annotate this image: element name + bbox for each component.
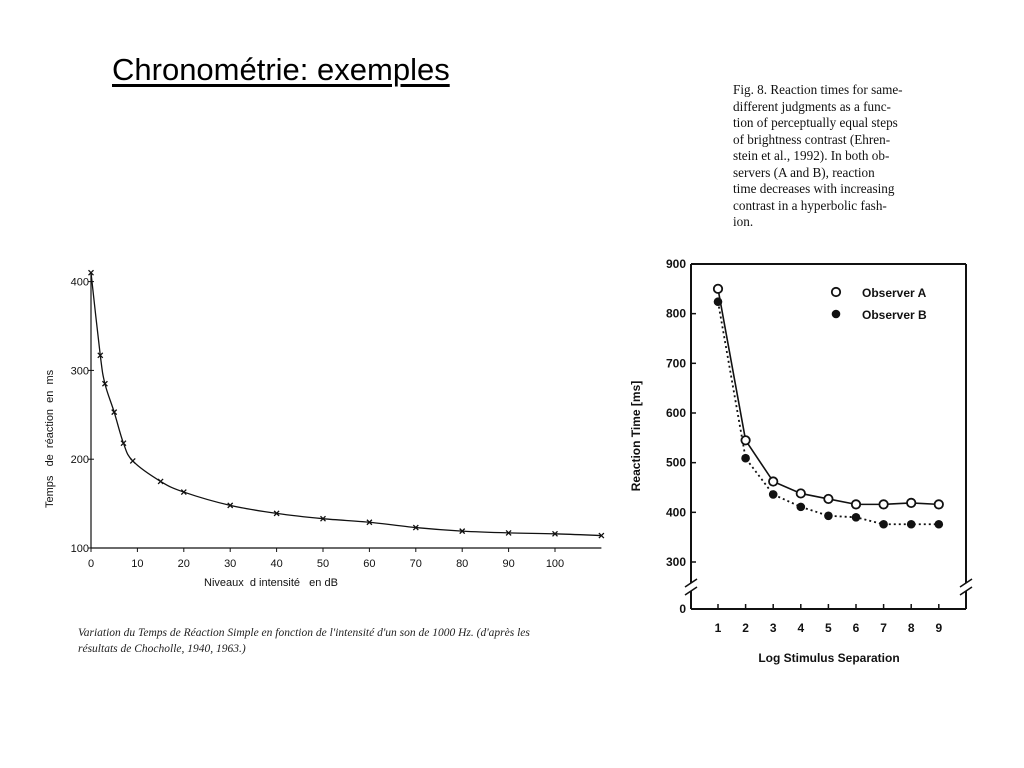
y-tick-label: 600 — [665, 405, 686, 420]
y-tick-label: 200 — [70, 454, 89, 467]
x-axis-label: Niveaux d intensité en dB — [204, 577, 338, 589]
x-tick-label: 2 — [742, 621, 749, 635]
y-tick-label: 300 — [665, 555, 686, 569]
caption-line: Variation du Temps de Réaction Simple en fonction de l'intensité d'un son de 1000 Hz. (d'après les — [78, 627, 530, 639]
x-tick-label: 50 — [316, 558, 330, 570]
caption-line: servers (A and B), reaction — [733, 164, 875, 180]
x-tick-label: 4 — [797, 621, 805, 635]
x-tick-label: 6 — [852, 621, 860, 635]
observer-a-point — [824, 495, 832, 503]
y-tick-label: 900 — [665, 256, 686, 271]
observer-b-point — [824, 512, 833, 521]
reaction-time-curve — [91, 273, 601, 536]
y-tick-label: 400 — [70, 276, 89, 289]
x-tick-label: 10 — [131, 558, 144, 570]
observer-b-point — [741, 454, 750, 463]
y-tick-label: 0 — [679, 602, 686, 616]
observer-b-point — [879, 520, 888, 529]
caption-line: contrast in a hyperbolic fash- — [733, 197, 887, 213]
observer-a-point — [879, 500, 887, 508]
x-tick-label: 9 — [935, 621, 943, 635]
data-point-cross — [130, 458, 135, 463]
data-point-cross — [158, 479, 163, 484]
y-tick-label: 800 — [665, 306, 686, 321]
x-tick-label: 5 — [825, 621, 832, 635]
y-tick-label: 100 — [70, 543, 89, 555]
caption-line: Fig. 8. Reaction times for same- — [733, 82, 903, 97]
observer-b-point — [907, 520, 916, 529]
x-tick-label: 60 — [363, 558, 376, 570]
x-tick-label: 20 — [177, 558, 190, 570]
observer-a-point — [907, 499, 915, 507]
legend-marker-observer-b — [832, 310, 841, 319]
y-tick-label: 400 — [665, 505, 686, 520]
reaction-time-vs-intensity-chart — [44, 270, 604, 589]
observer-a-point — [797, 489, 805, 497]
observer-b-point — [769, 490, 778, 499]
x-tick-label: 70 — [409, 558, 422, 570]
x-tick-label: 40 — [270, 558, 283, 570]
reaction-time-vs-stimulus-separation-chart — [629, 257, 972, 665]
x-tick-label: 100 — [545, 558, 565, 570]
x-tick-label: 0 — [87, 558, 95, 570]
observer-b-point — [935, 520, 944, 529]
y-axis-label: Temps de réaction en ms — [44, 369, 56, 508]
x-axis-label: Log Stimulus Separation — [758, 651, 900, 665]
observer-a-point — [769, 477, 777, 485]
observer-b-point — [852, 513, 861, 522]
x-tick-label: 8 — [907, 621, 915, 635]
y-tick-label: 700 — [665, 356, 686, 371]
y-axis-label: Reaction Time [ms] — [629, 380, 643, 492]
caption-line: of brightness contrast (Ehren- — [733, 131, 891, 147]
y-tick-label: 500 — [665, 455, 686, 470]
y-tick-label: 300 — [70, 365, 89, 378]
x-tick-label: 7 — [880, 621, 887, 635]
legend-label-observer-b: Observer B — [862, 308, 927, 322]
legend-label-observer-a: Observer A — [862, 286, 927, 300]
slide-title: Chronométrie: exemples — [112, 52, 450, 87]
observer-b-point — [714, 297, 723, 306]
x-tick-label: 1 — [714, 621, 722, 635]
observer-a-point — [741, 436, 749, 444]
observer-a-point — [852, 500, 860, 508]
x-tick-label: 3 — [769, 621, 777, 635]
observer-a-point — [714, 285, 722, 293]
caption-line: different judgments as a func- — [733, 98, 891, 114]
observer-b-line — [718, 302, 939, 525]
x-tick-label: 30 — [224, 558, 237, 570]
caption-line: stein et al., 1992). In both ob- — [733, 148, 890, 163]
caption-line: time decreases with increasing — [733, 181, 895, 196]
legend-marker-observer-a — [832, 288, 840, 296]
x-tick-label: 80 — [456, 558, 469, 570]
caption-line: tion of perceptually equal steps — [733, 115, 898, 130]
caption-line: ion. — [733, 214, 754, 229]
observer-b-point — [797, 503, 806, 512]
caption-line: résultats de Chocholle, 1940, 1963.) — [78, 643, 246, 655]
observer-a-point — [935, 500, 943, 508]
x-tick-label: 90 — [502, 558, 515, 570]
